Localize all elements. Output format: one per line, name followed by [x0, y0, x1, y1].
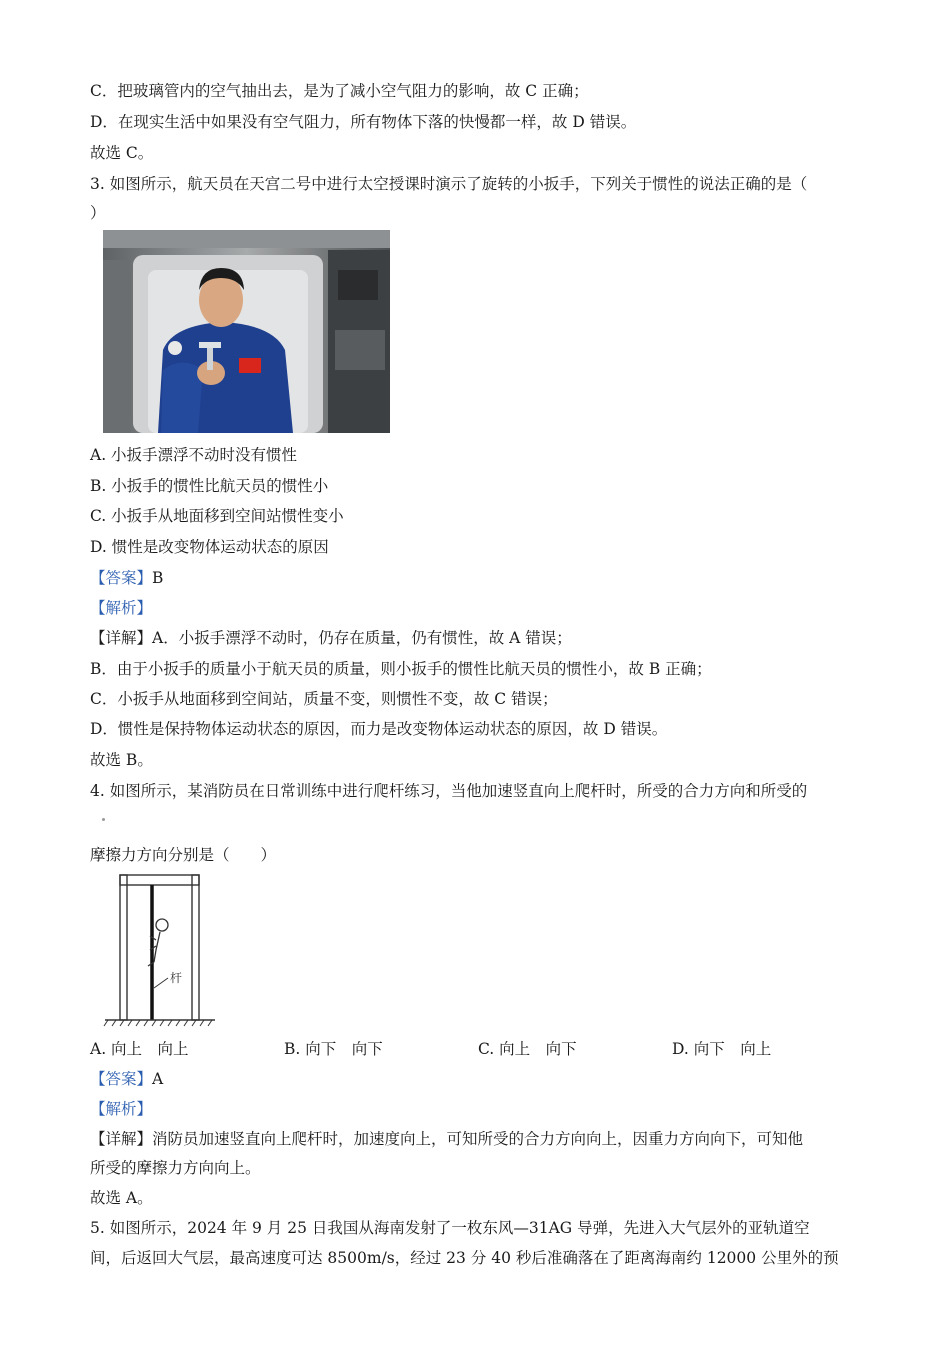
q3-option-c: C. 小扳手从地面移到空间站惯性变小: [90, 507, 344, 525]
q3-detail-a: [90, 627, 870, 649]
question-4-stem-end: 摩擦力方向分别是（ ）: [90, 846, 277, 864]
q3-detail-b: B．由于小扳手的质量小于航天员的质量，则小扳手的惯性比航天员的惯性小，故 B 正确；: [90, 660, 712, 678]
q4-choose: 故选 A。: [90, 1189, 153, 1207]
q4-option-d: D. 向下 向上: [672, 1040, 772, 1058]
analysis-tag: 【解析】: [90, 599, 153, 617]
q3-answer: [90, 567, 870, 589]
q3-choose: 故选 B。: [90, 751, 153, 769]
detail-tag: 【详解】: [90, 1130, 153, 1148]
text-line: C．把玻璃管内的空气抽出去，是为了减小空气阻力的影响，故 C 正确；: [90, 82, 589, 100]
answer-tag: 【答案】: [90, 569, 153, 587]
q3-detail-c: C．小扳手从地面移到空间站，质量不变，则惯性不变，故 C 错误；: [90, 690, 558, 708]
q3-detail-d: D．惯性是保持物体运动状态的原因，而力是改变物体运动状态的原因，故 D 错误。: [90, 720, 668, 738]
q3-analysis: [90, 597, 870, 619]
pole-climbing-diagram: [100, 870, 220, 1030]
q3-option-a: A. 小扳手漂浮不动时没有惯性: [90, 446, 298, 464]
text-line: 故选 C。: [90, 144, 154, 162]
detail-text: A．小扳手漂浮不动时，仍存在质量，仍有惯性，故 A 错误；: [152, 629, 572, 647]
answer-value: B: [152, 569, 164, 587]
question-3-stem-end: ）: [90, 204, 106, 222]
text-line: D．在现实生活中如果没有空气阻力，所有物体下落的快慢都一样，故 D 错误。: [90, 113, 637, 131]
question-3-stem: 3. 如图所示，航天员在天宫二号中进行太空授课时演示了旋转的小扳手，下列关于惯性的说法正确的是（: [90, 175, 808, 193]
analysis-tag: 【解析】: [90, 1100, 153, 1118]
q4-option-a: A. 向上 向上: [90, 1040, 189, 1058]
q3-option-d: D. 惯性是改变物体运动状态的原因: [90, 538, 329, 556]
answer-value: A: [152, 1070, 164, 1088]
question-5-stem: 5. 如图所示，2024 年 9 月 25 日我国从海南发射了一枚东风—31AG 导弹，先进入大气层外的亚轨道空: [90, 1219, 810, 1237]
answer-tag: 【答案】: [90, 1070, 153, 1088]
page-mark: [102, 818, 105, 821]
question-5-stem-cont: 间，后返回大气层，最高速度可达 8500m/s，经过 23 分 40 秒后准确落在了距离海南约 12000 公里外的预: [90, 1249, 839, 1267]
detail-tag: 【详解】: [90, 629, 153, 647]
q4-option-c: C. 向上 向下: [478, 1040, 577, 1058]
q4-option-b: B. 向下 向下: [284, 1040, 383, 1058]
pole-label: 杆: [170, 971, 183, 985]
detail-text: 消防员加速竖直向上爬杆时，加速度向上，可知所受的合力方向向上，因重力方向向下，可知他: [152, 1130, 804, 1148]
question-4-stem: 4. 如图所示，某消防员在日常训练中进行爬杆练习，当他加速竖直向上爬杆时，所受的合力方向和所受的: [90, 782, 808, 800]
q4-answer: [90, 1068, 870, 1090]
q3-option-b: B. 小扳手的惯性比航天员的惯性小: [90, 477, 329, 495]
q4-detail-1: [90, 1128, 870, 1150]
q4-detail-2: 所受的摩擦力方向向上。: [90, 1159, 261, 1177]
q4-analysis: [90, 1098, 870, 1120]
astronaut-photo: [103, 230, 390, 433]
